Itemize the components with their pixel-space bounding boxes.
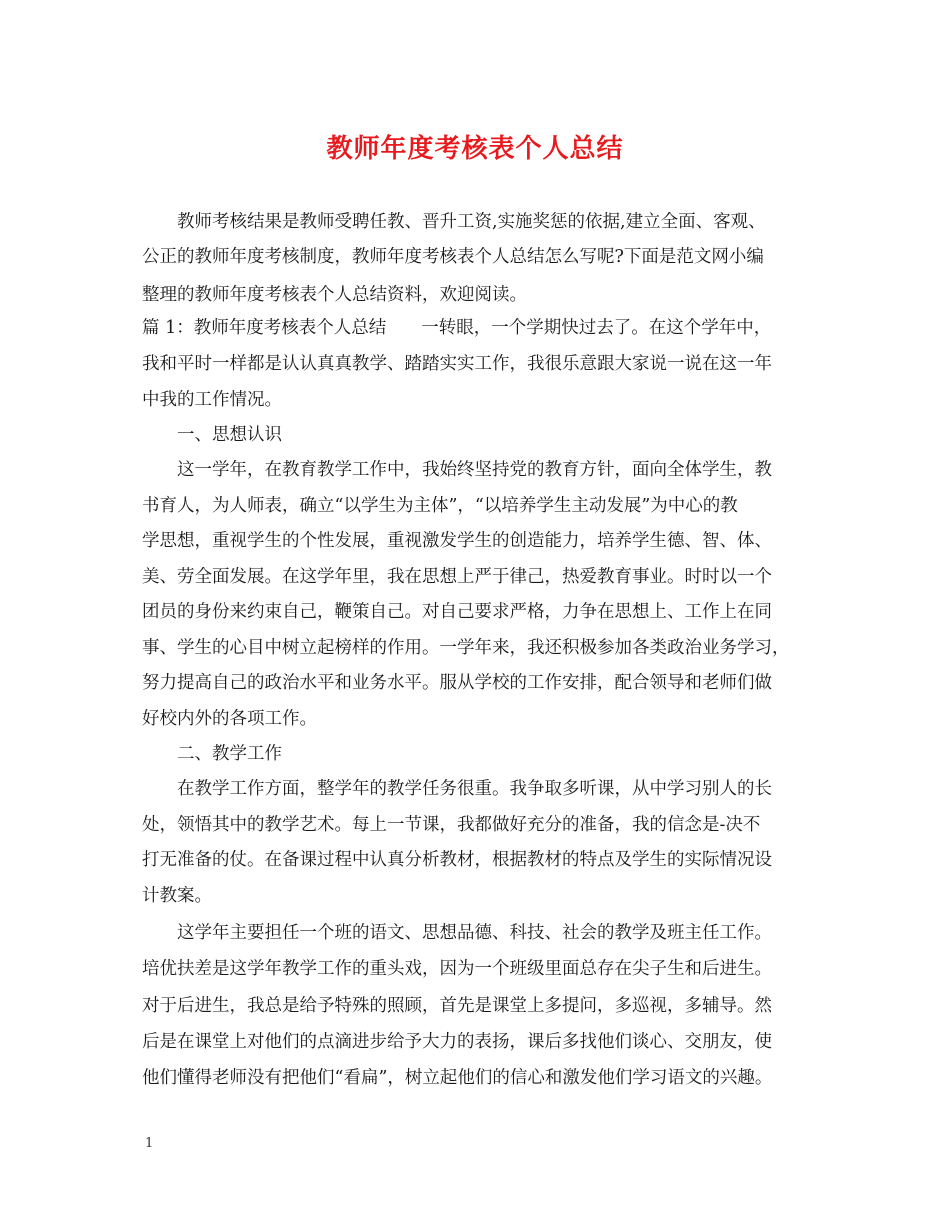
page-number: 1 (145, 1136, 154, 1151)
body-line: 教师考核结果是教师受聘任教、晋升工资,实施奖惩的依据,建立全面、客观、 (177, 212, 766, 232)
body-line: 中我的工作情况。 (142, 390, 282, 410)
body-line: 整理的教师年度考核表个人总结资料，欢迎阅读。 (142, 285, 527, 305)
section-heading: 一、思想认识 (177, 425, 282, 445)
body-line: 他们懂得老师没有把他们“看扁”，树立起他们的信心和激发他们学习语文的兴趣。 (142, 1068, 773, 1088)
body-line: 团员的身份来约束自己，鞭策自己。对自己要求严格，力争在思想上、工作上在同 (142, 602, 772, 622)
body-line: 后是在课堂上对他们的点滴进步给予大力的表扬，课后多找他们谈心、交朋友，使 (142, 1032, 772, 1052)
body-line: 公正的教师年度考核制度，教师年度考核表个人总结怎么写呢?下面是范文网小编 (142, 247, 764, 267)
body-line: 篇 1：教师年度考核表个人总结 一转眼，一个学期快过去了。在这个学年中， (142, 318, 772, 338)
body-line: 努力提高自己的政治水平和业务水平。服从学校的工作安排，配合领导和老师们做 (142, 673, 772, 693)
body-line: 我和平时一样都是认认真真教学、踏踏实实工作，我很乐意跟大家说一说在这一年 (142, 354, 772, 374)
body-line: 学思想，重视学生的个性发展，重视激发学生的创造能力，培养学生德、智、体、 (142, 531, 772, 551)
body-line: 书育人，为人师表，确立“以学生为主体”，“以培养学生主动发展”为中心的教 (142, 496, 738, 516)
body-line: 培优扶差是这学年教学工作的重头戏，因为一个班级里面总存在尖子生和后进生。 (142, 959, 772, 979)
body-line: 好校内外的各项工作。 (142, 709, 317, 729)
body-line: 对于后进生，我总是给予特殊的照顾，首先是课堂上多提问，多巡视，多辅导。然 (142, 996, 772, 1016)
body-line: 打无准备的仗。在备课过程中认真分析教材，根据教材的特点及学生的实际情况设 (142, 850, 772, 870)
body-line: 处，领悟其中的教学艺术。每上一节课，我都做好充分的准备，我的信念是-决不 (142, 815, 761, 835)
section-heading: 二、教学工作 (177, 744, 282, 764)
body-line: 这一学年，在教育教学工作中，我始终坚持党的教育方针，面向全体学生，教 (177, 460, 772, 480)
body-line: 这学年主要担任一个班的语文、思想品德、科技、社会的教学及班主任工作。 (177, 923, 772, 943)
body-line: 美、劳全面发展。在这学年里，我在思想上严于律己，热爱教育事业。时时以一个 (142, 567, 772, 587)
document-title: 教师年度考核表个人总结 (326, 134, 624, 164)
body-line: 计教案。 (142, 886, 212, 906)
body-line: 在教学工作方面，整学年的教学任务很重。我争取多听课，从中学习别人的长 (177, 779, 772, 799)
body-line: 事、学生的心目中树立起榜样的作用。一学年来，我还积极参加各类政治业务学习， (142, 638, 790, 658)
